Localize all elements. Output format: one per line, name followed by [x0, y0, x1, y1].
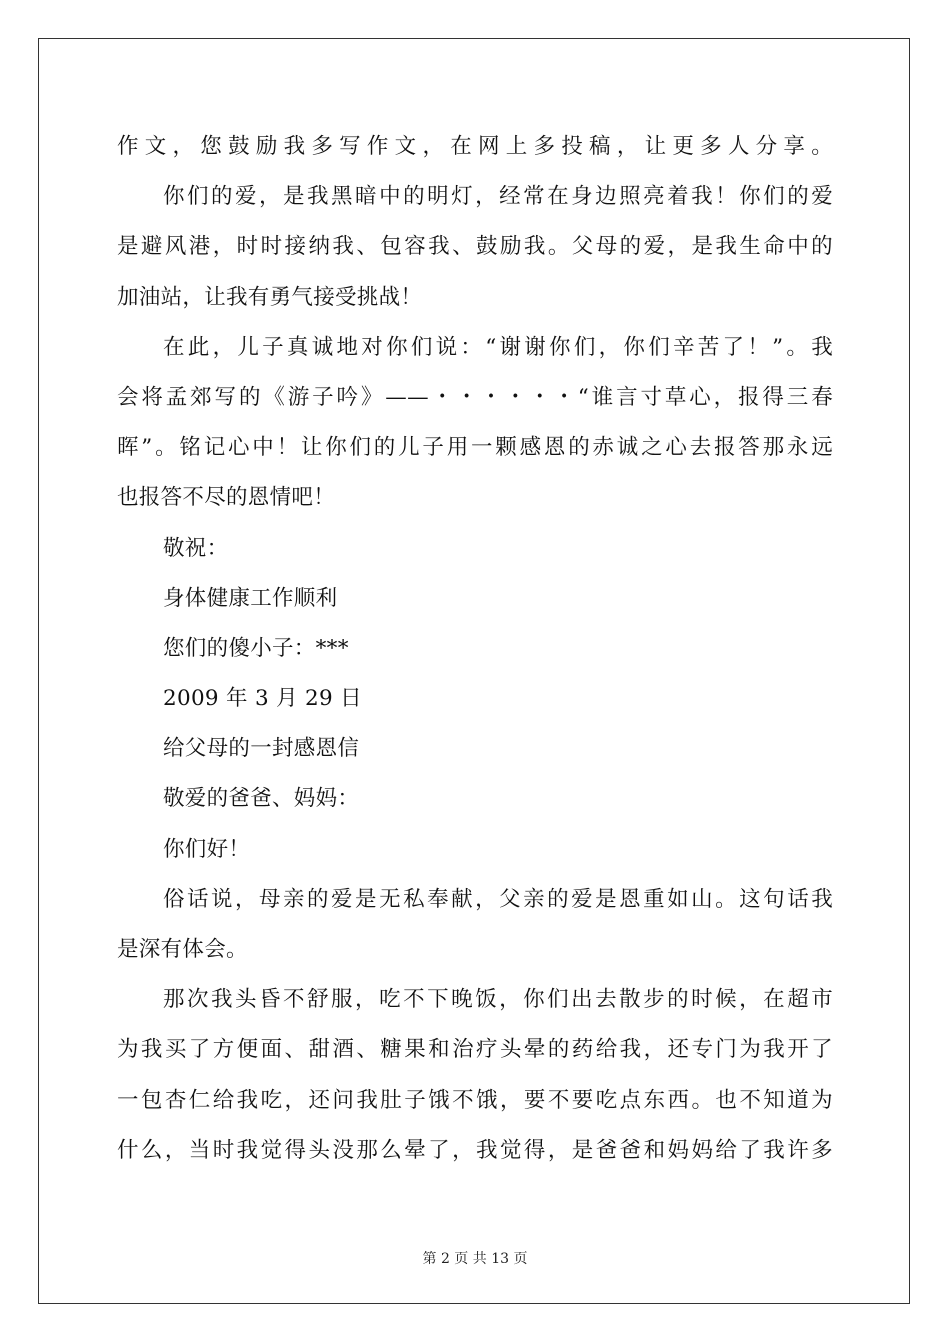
- text-line: 什么，当时我觉得头没那么晕了，我觉得，是爸爸和妈妈给了我许多: [117, 1137, 833, 1163]
- text-line: 也报答不尽的恩情吧！: [117, 485, 336, 511]
- text-line: 俗话说，母亲的爱是无私奉献，父亲的爱是恩重如山。这句话我: [163, 886, 833, 912]
- text-line: 加油站，让我有勇气接受挑战！: [117, 284, 423, 310]
- page-number-footer: 第 2 页 共 13 页: [422, 1251, 528, 1267]
- letter-title: 给父母的一封感恩信: [163, 736, 360, 762]
- wish-line: 身体健康工作顺利: [163, 585, 338, 611]
- text-line: 你们的爱，是我黑暗中的明灯，经常在身边照亮着我！你们的爱: [163, 184, 833, 210]
- text-line: 作文，您鼓励我多写作文，在网上多投稿，让更多人分享。: [117, 134, 833, 159]
- document-body: [117, 122, 833, 1176]
- text-line: 为我买了方便面、甜酒、糖果和治疗头晕的药给我，还专门为我开了: [117, 1037, 833, 1063]
- text-line: 在此，儿子真诚地对你们说：“谢谢你们，你们辛苦了！”。我: [163, 334, 833, 360]
- text-line: 是深有体会。: [117, 937, 248, 962]
- date-line: 2009 年 3 月 29 日: [163, 686, 362, 712]
- text-line: 那次我头昏不舒服，吃不下晚饭，你们出去散步的时候，在超市: [163, 987, 833, 1013]
- greeting-line: 敬祝：: [163, 535, 229, 561]
- text-line: 会将孟郊写的《游子吟》——・・・・・・“谁言寸草心，报得三春: [117, 384, 833, 410]
- signature-line: 您们的傻小子：***: [163, 635, 349, 661]
- text-line: 晖”。铭记心中！让你们的儿子用一颗感恩的赤诚之心去报答那永远: [117, 435, 833, 461]
- text-line: 一包杏仁给我吃，还问我肚子饿不饿，要不要吃点东西。也不知道为: [117, 1087, 833, 1113]
- greeting-line: 你们好！: [163, 836, 251, 862]
- text-line: 是避风港，时时接纳我、包容我、鼓励我。父母的爱，是我生命中的: [117, 234, 833, 260]
- salutation-line: 敬爱的爸爸、妈妈：: [163, 786, 360, 812]
